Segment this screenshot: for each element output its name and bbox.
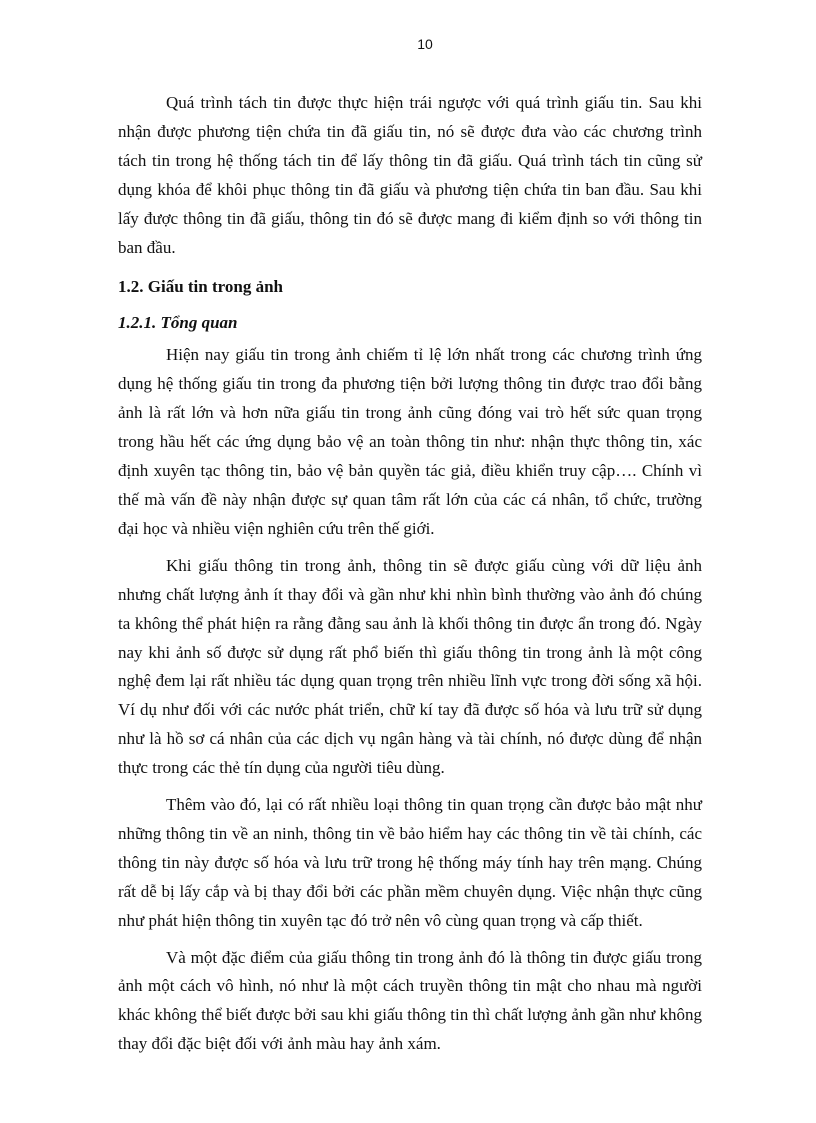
paragraph-overview: Hiện nay giấu tin trong ảnh chiếm tỉ lệ lớn nhất trong các chương trình ứng dụng hệ thống giấu tin trong đa phương tiện bởi lượng thông tin được trao đổi bằng ảnh là rất lớn và hơn nữa giấu tin trong ảnh cũng đóng vai trò hết sức quan trọng trong hầu hết các ứng dụng bảo vệ an toàn thông tin như: nhận thực thông tin, xác định xuyên tạc thông tin, bảo vệ bản quyền tác giả, điều khiển truy cập…. Chính vì thế mà vấn đề này nhận được sự quan tâm rất lớn của các cá nhân, tổ chức, trường đại học và nhiều viện nghiên cứu trên thế giới. — [118, 345, 702, 538]
section-heading-1-2: 1.2. Giấu tin trong ảnh — [118, 277, 284, 297]
paragraph-security-info: Thêm vào đó, lại có rất nhiều loại thông tin quan trọng cần được bảo mật như những thông tin về an ninh, thông tin về bảo hiểm hay các thông tin về tài chính, các thông tin này được số hóa và lưu trữ trong hệ thống máy tính hay trên mạng. Chúng rất dễ bị lấy cắp và bị thay đổi bởi các phần mềm chuyên dụng. Việc nhận thực cũng như phát hiện thông tin xuyên tạc đó trở nên vô cùng quan trọng và cấp thiết. — [118, 795, 702, 930]
document-body — [118, 89, 702, 1059]
paragraph-image-hiding: Khi giấu thông tin trong ảnh, thông tin sẽ được giấu cùng với dữ liệu ảnh nhưng chất lượng ảnh ít thay đổi và gần như khi nhìn bình thường vào ảnh đó chúng ta không thể phát hiện ra rằng đằng sau ảnh là khối thông tin được ẩn trong đó. Ngày nay khi ảnh số được sử dụng rất phổ biến thì giấu thông tin trong ảnh là một công nghệ đem lại rất nhiều tác dụng quan trọng trên nhiều lĩnh vực trong đời sống xã hội. Ví dụ như đối với các nước phát triển, chữ kí tay đã được số hóa và lưu trữ sử dụng như là hồ sơ cá nhân của các dịch vụ ngân hàng và tài chính, nó được dùng để nhận thực trong các thẻ tín dụng của người tiêu dùng. — [118, 555, 702, 778]
paragraph-invisibility: Và một đặc điểm của giấu thông tin trong ảnh đó là thông tin được giấu trong ảnh một cách vô hình, nó như là một cách truyền thông tin mật cho nhau mà người khác không thể biết được bởi sau khi giấu thông tin thì chất lượng ảnh gần như không thay đổi đặc biệt đối với ảnh màu hay ảnh xám. — [118, 947, 702, 1054]
page-number: 10 — [417, 36, 433, 52]
paragraph-extraction-process: Quá trình tách tin được thực hiện trái ngược với quá trình giấu tin. Sau khi nhận được phương tiện chứa tin đã giấu tin, nó sẽ được đưa vào các chương trình tách tin trong hệ thống tách tin để lấy thông tin đã giấu. Quá trình tách tin cũng sử dụng khóa để khôi phục thông tin đã giấu và phương tiện chứa tin ban đầu. Sau khi lấy được thông tin đã giấu, thông tin đó sẽ được mang đi kiểm định so với thông tin ban đầu. — [118, 93, 702, 257]
subsection-heading-1-2-1: 1.2.1. Tổng quan — [118, 313, 238, 333]
